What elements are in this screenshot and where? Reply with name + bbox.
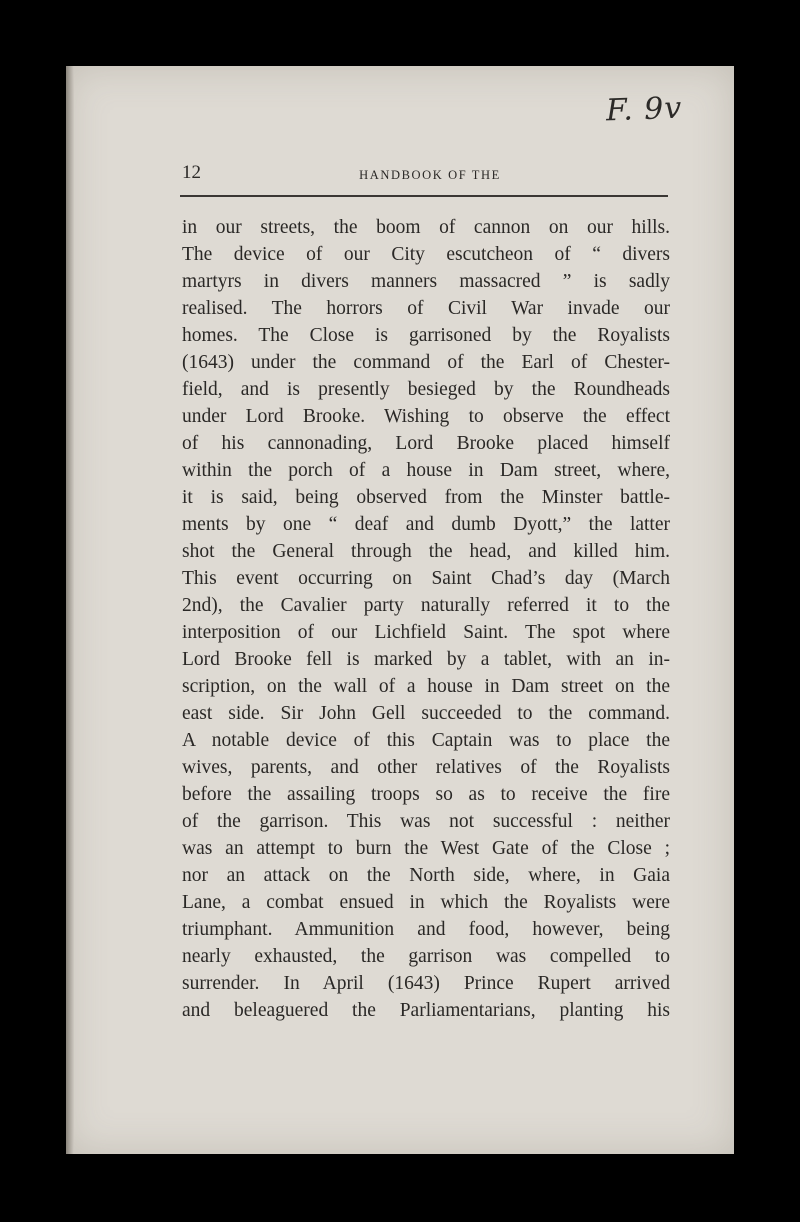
body-text — [182, 214, 670, 1024]
running-head: HANDBOOK OF THE — [359, 168, 501, 182]
text-line: of the garrison. This was not successful : neither — [182, 811, 670, 832]
text-line: field, and is presently besieged by the Roundheads — [182, 379, 670, 400]
text-line: in our streets, the boom of cannon on our hills. — [182, 217, 670, 238]
text-line: Lane, a combat ensued in which the Royalists were — [182, 892, 670, 913]
text-line: and beleaguered the Parliamentarians, planting his — [182, 1000, 670, 1021]
text-line: homes. The Close is garrisoned by the Royalists — [182, 325, 670, 346]
text-line: Lord Brooke fell is marked by a tablet, with an in- — [182, 649, 670, 670]
text-line: under Lord Brooke. Wishing to observe the effect — [182, 406, 670, 427]
page-number: 12 — [182, 162, 201, 183]
text-line: nor an attack on the North side, where, in Gaia — [182, 865, 670, 886]
text-line: This event occurring on Saint Chad’s day (March — [182, 568, 670, 589]
handwritten-folio-note: F. 9v — [605, 90, 683, 129]
text-line: was an attempt to burn the West Gate of the Close ; — [182, 838, 670, 859]
page-binding-edge — [66, 66, 74, 1154]
text-line: surrender. In April (1643) Prince Rupert arrived — [182, 973, 670, 994]
text-line: scription, on the wall of a house in Dam street on the — [182, 676, 670, 697]
text-line: interposition of our Lichfield Saint. The spot where — [182, 622, 670, 643]
header-rule — [180, 195, 668, 197]
text-line: east side. Sir John Gell succeeded to the command. — [182, 703, 670, 724]
text-line: realised. The horrors of Civil War invade our — [182, 298, 670, 319]
text-line: (1643) under the command of the Earl of Chester- — [182, 352, 670, 373]
text-line: within the porch of a house in Dam street, where, — [182, 460, 670, 481]
text-line: The device of our City escutcheon of “ divers — [182, 244, 670, 265]
text-line: ments by one “ deaf and dumb Dyott,” the latter — [182, 514, 670, 535]
text-line: A notable device of this Captain was to place the — [182, 730, 670, 751]
text-line: shot the General through the head, and killed him. — [182, 541, 670, 562]
text-line: wives, parents, and other relatives of the Royalists — [182, 757, 670, 778]
text-line: nearly exhausted, the garrison was compelled to — [182, 946, 670, 967]
text-line: 2nd), the Cavalier party naturally referred it to the — [182, 595, 670, 616]
text-line: it is said, being observed from the Minster battle- — [182, 487, 670, 508]
text-line: martyrs in divers manners massacred ” is sadly — [182, 271, 670, 292]
text-line: before the assailing troops so as to receive the fire — [182, 784, 670, 805]
text-line: triumphant. Ammunition and food, however, being — [182, 919, 670, 940]
text-line: of his cannonading, Lord Brooke placed himself — [182, 433, 670, 454]
